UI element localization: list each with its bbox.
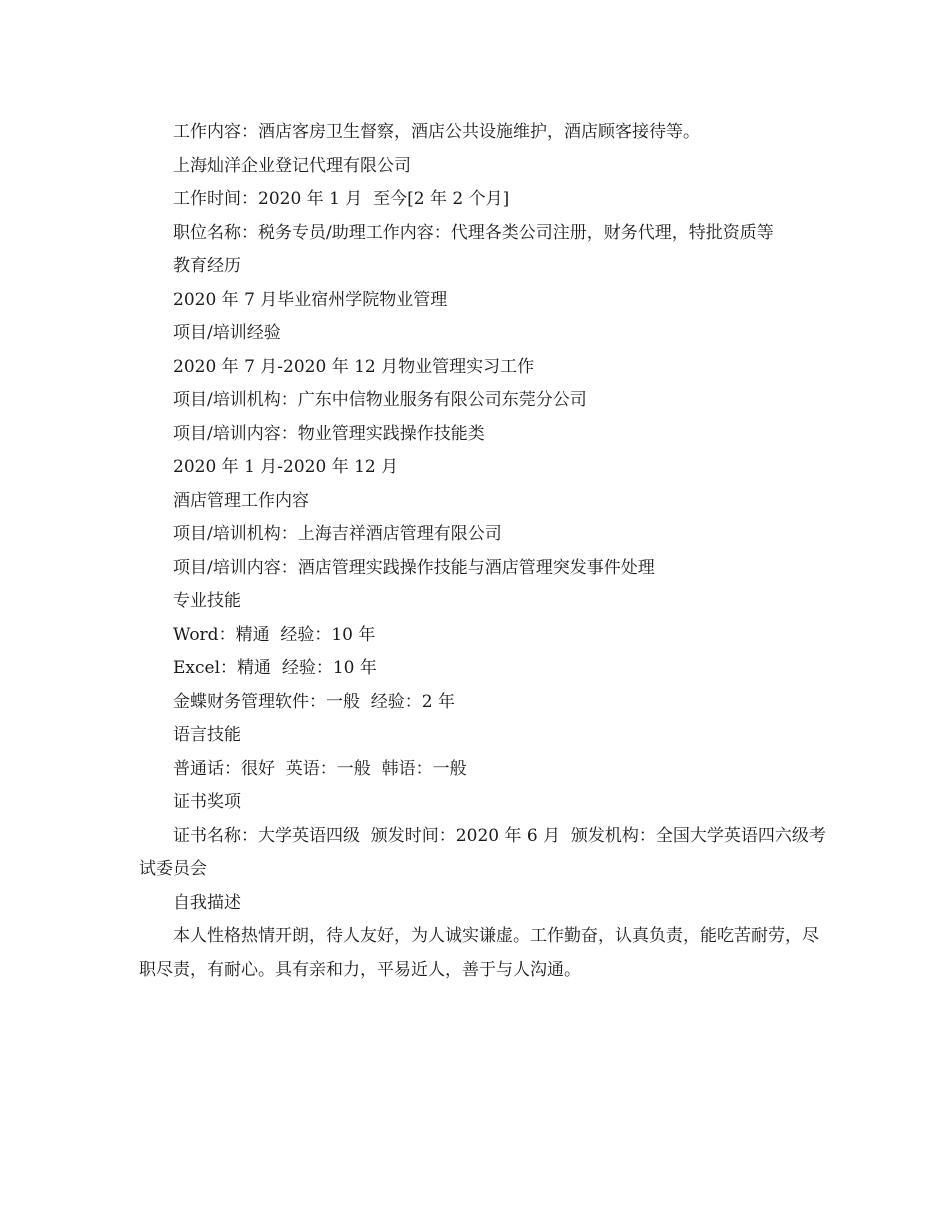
certificates-heading: 证书奖项	[173, 792, 241, 812]
skills-heading: 专业技能	[173, 591, 241, 611]
language-heading: 语言技能	[173, 725, 241, 745]
skill-word-line: Word：精通 经验：10 年	[173, 624, 376, 645]
training-period-line-2: 2020 年 1 月-2020 年 12 月	[173, 457, 399, 477]
position-line: 职位名称：税务专员/助理工作内容：代理各类公司注册，财务代理，特批资质等	[173, 222, 774, 243]
self-description-heading: 自我描述	[173, 892, 241, 913]
training-content-line-2: 项目/培训内容：酒店管理实践操作技能与酒店管理突发事件处理	[173, 557, 655, 578]
training-heading: 项目/培训经验	[173, 323, 281, 343]
skill-kingdee-line: 金蝶财务管理软件：一般 经验：2 年	[173, 691, 456, 712]
document-body	[139, 116, 829, 987]
work-time-line: 工作时间：2020 年 1 月 至今[2 年 2 个月]	[173, 189, 510, 209]
training-org-line: 项目/培训机构：广东中信物业服务有限公司东莞分公司	[173, 390, 587, 410]
self-description-line: 本人性格热情开朗，待人友好，为人诚实谦虚。工作勤奋，认真负责，能吃苦耐劳，尽职尽责，有耐心。具有亲和力，平易近人，善于与人沟通。	[139, 926, 819, 980]
graduation-line: 2020 年 7 月毕业宿州学院物业管理	[173, 289, 448, 310]
company-name-line: 上海灿洋企业登记代理有限公司	[173, 155, 411, 176]
skill-excel-line: Excel：精通 经验：10 年	[173, 658, 377, 678]
training-content-line: 项目/培训内容：物业管理实践操作技能类	[173, 423, 485, 444]
work-content-line: 工作内容：酒店客房卫生督察，酒店公共设施维护，酒店顾客接待等。	[173, 122, 700, 142]
training-org-line-2: 项目/培训机构：上海吉祥酒店管理有限公司	[173, 524, 502, 544]
hotel-management-line: 酒店管理工作内容	[173, 490, 309, 511]
language-line: 普通话：很好 英语：一般 韩语：一般	[173, 758, 467, 779]
certificate-line: 证书名称：大学英语四级 颁发时间：2020 年 6 月 颁发机构：全国大学英语四六级考试委员会	[139, 825, 826, 879]
education-heading: 教育经历	[173, 256, 241, 276]
training-period-line: 2020 年 7 月-2020 年 12 月物业管理实习工作	[173, 356, 535, 377]
